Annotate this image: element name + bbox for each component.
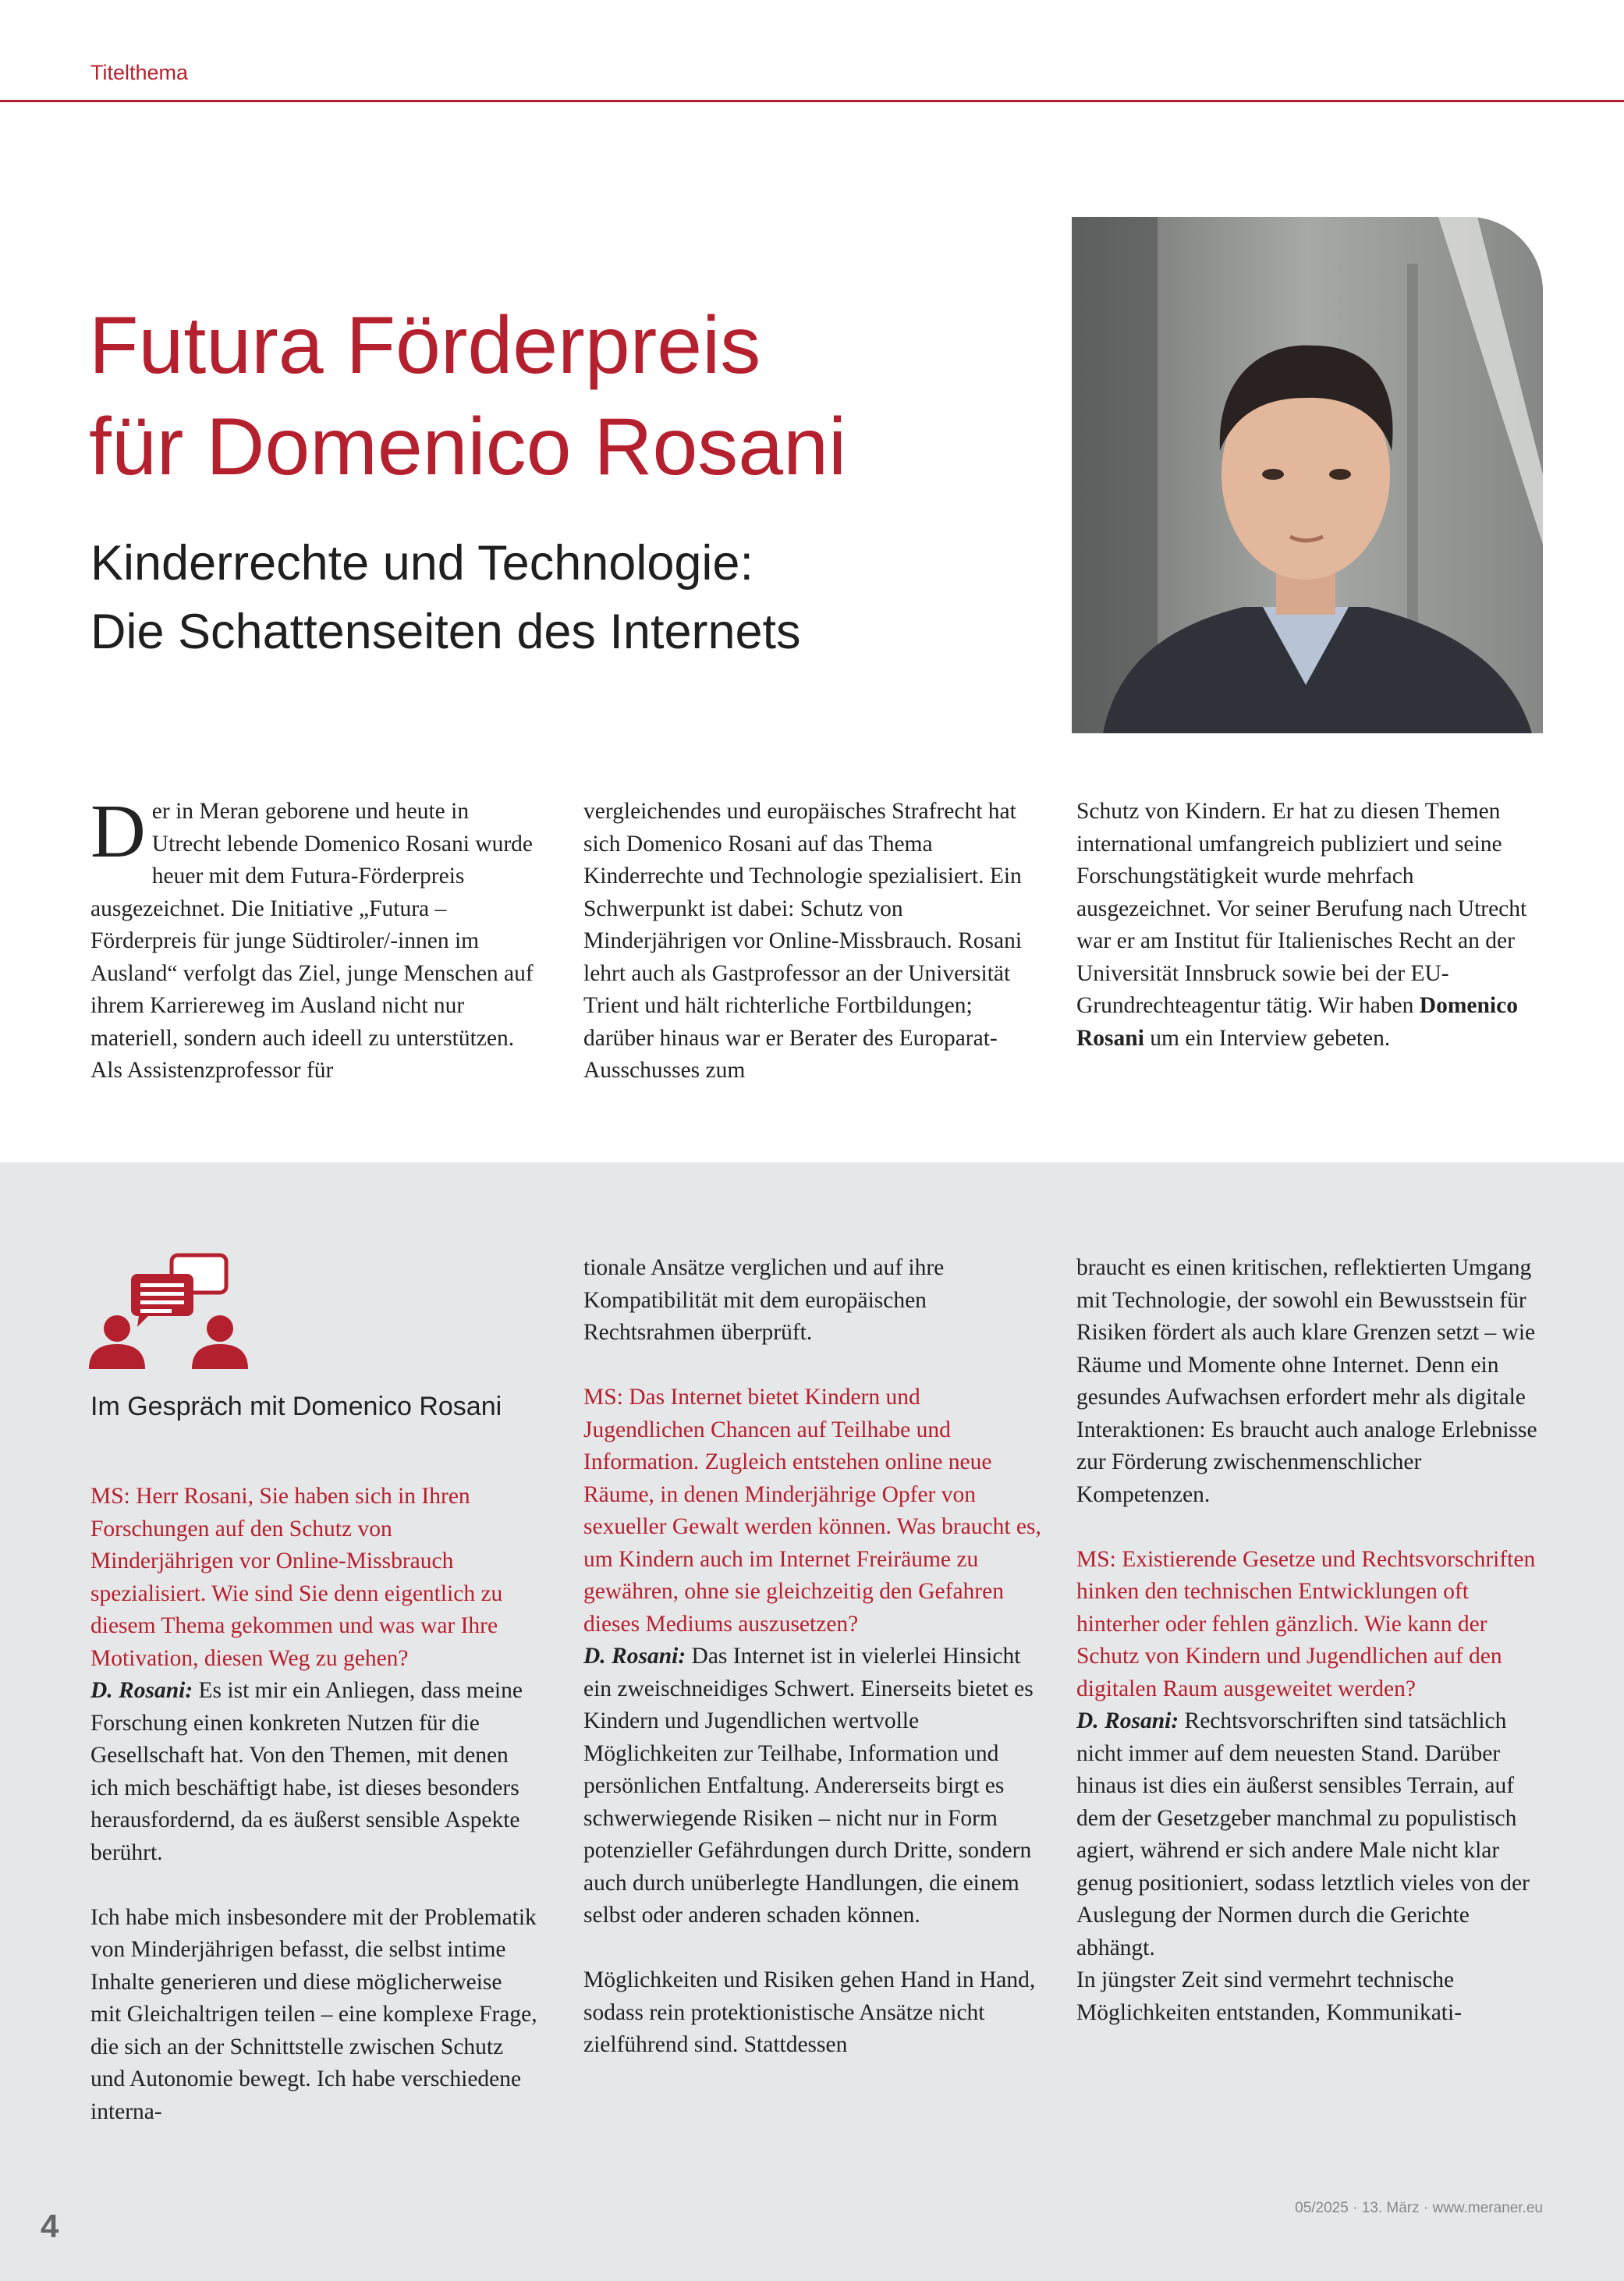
question-2: MS: Das Internet bietet Kindern und Jugendlichen Chancen auf Teilhabe und Information. Zugleich entstehen online neue Räume, in denen Minderjährige Opfer von sexueller Gewalt werden können. Was braucht es, um Kindern auch im Internet Freiräume zu gewähren, ohne sie gleichzeitig den Gefahren dieses Mediums auszusetzen?	[583, 1385, 1041, 1637]
answer-3-paragraph-2: In jüngster Zeit sind vermehrt technische Möglichkeiten entstanden, Kommunikati-	[1076, 1967, 1463, 2025]
answer-2-text: Das Internet ist in vielerlei Hinsicht ein zweischneidiges Schwert. Einerseits bietet es Kindern und Jugendlichen wertvolle Möglichkeiten zur Teilhabe, Information und persönlichen Entfaltung. Andererseits birgt es schwerwiegende Risiken – nicht nur in Form potenzieller Gefährdungen durch Dritte, sondern auch durch unüberlegte Handlungen, die einem selbst oder anderen schaden können.	[583, 1644, 1034, 1928]
answer-1	[90, 1675, 538, 1869]
subtitle-line-2: Die Schattenseiten des Internets	[90, 605, 801, 659]
intro-text-3a: Schutz von Kindern. Er hat zu diesen Themen international umfangreich publiziert und seine Forschungstätigkeit wurde mehrfach ausgezeichnet. Vor seiner Berufung nach Utrecht war er am Institut für Italienisches Recht an der Universität Innsbruck sowie bei der EU-Grundrechteagentur tätig. Wir haben	[1076, 799, 1527, 1018]
interview-column-1	[90, 1481, 538, 2128]
answer-2-paragraph-2: Möglichkeiten und Risiken gehen Hand in Hand, sodass rein protektionistische Ansätze nicht zielführend sind. Stattdessen	[583, 1967, 1036, 2057]
question-1: MS: Herr Rosani, Sie haben sich in Ihren Forschungen auf den Schutz von Minderjährigen vor Online-Missbrauch spezialisiert. Wie sind Sie denn eigentlich zu diesem Thema gekommen und was war Ihre Motivation, diesen Weg zu gehen?	[90, 1484, 503, 1671]
answer-2-paragraph-3: braucht es einen kritischen, reflektierten Umgang mit Technologie, der sowohl ein Bewusstsein für Risiken fördert als auch klare Grenzen setzt – wie Räume und Momente ohne Internet. Denn ein gesundes Aufwachsen erfordert mehr als digitale Interaktionen: Es braucht auch analoge Erlebnisse zur Förderung zwischenmenschlicher Kompetenzen.	[1076, 1255, 1537, 1507]
intro-column-1	[90, 789, 538, 1087]
answer-3-text: Rechtsvorschriften sind tatsächlich nicht immer auf dem neuesten Stand. Darüber hinaus ist dies ein äußerst sensibles Terrain, auf dem der Gesetzgeber manchmal zu populistisch agiert, während er sich andere Male nicht klar genug positioniert, sodass letztlich vieles von der Auslegung der Normen durch die Gerichte abhängt.	[1076, 1708, 1530, 1960]
interview-label: Im Gespräch mit Domenico Rosani	[90, 1392, 502, 1421]
intro-text-3b: um ein Interview gebeten.	[1144, 1025, 1391, 1051]
speaker-label: D. Rosani:	[1076, 1708, 1179, 1733]
intro-paragraph-1	[90, 789, 538, 1087]
intro-column-2	[583, 796, 1048, 1087]
conversation-icon	[87, 1252, 251, 1369]
answer-1-text: Es ist mir ein Anliegen, dass meine Forschung einen konkreten Nutzen für die Gesellschaft hat. Von den Themen, mit denen ich mich beschäftigt habe, ist dieses besonders herausfordernd, da es äußerst sensible Aspekte berührt.	[90, 1678, 523, 1865]
intro-paragraph-3	[1076, 796, 1544, 1055]
drop-cap: D	[90, 789, 146, 874]
answer-2	[583, 1641, 1044, 1932]
title-line-2: für Domenico Rosani	[89, 402, 847, 492]
title-line-1: Futura Förderpreis	[89, 300, 761, 391]
article-subtitle	[90, 529, 1058, 666]
question-3: MS: Existierende Gesetze und Rechtsvorschriften hinken den technischen Entwicklungen oft hinterher oder fehlen gänzlich. Wie kann der Schutz von Kindern und Jugendlichen auf den digitalen Raum ausgeweitet werden?	[1076, 1546, 1536, 1701]
answer-3	[1076, 1705, 1543, 1964]
footer-issue: 05/2025 · 13. März · www.meraner.eu	[1295, 2200, 1543, 2216]
answer-1-paragraph-3: tionale Ansätze verglichen und auf ihre Kompatibilität mit dem europäischen Rechtsrahmen überprüft.	[583, 1255, 945, 1345]
answer-1-paragraph-2: Ich habe mich insbesondere mit der Problematik von Minderjährigen befasst, die selbst intime Inhalte generieren und diese möglicherweise mit Gleichaltrigen teilen – eine komplexe Frage, die sich an der Schnittstelle zwischen Schutz und Autonomie bewegt. Ich habe verschiedene interna-	[90, 1904, 537, 2124]
header-rule	[0, 100, 1624, 102]
intro-column-3	[1076, 796, 1544, 1055]
interview-column-3	[1076, 1252, 1543, 2029]
speaker-label: D. Rosani:	[583, 1644, 686, 1669]
subtitle-line-1: Kinderrechte und Technologie:	[90, 536, 753, 591]
article-title	[89, 295, 1056, 498]
portrait-photo	[1072, 217, 1543, 733]
interview-column-2	[583, 1252, 1044, 2062]
section-tag: Titelthema	[90, 61, 189, 84]
speaker-label: D. Rosani:	[90, 1678, 193, 1703]
page-number: 4	[41, 2208, 59, 2244]
intro-text-1: er in Meran geborene und heute in Utrecht lebende Domenico Rosani wurde heuer mit dem Futura-Förderpreis ausgezeichnet. Die Initiative „Futura – Förderpreis für junge Südtiroler/-innen im Ausland“ verfolgt das Ziel, junge Menschen auf ihrem Karriereweg im Ausland nicht nur materiell, sondern auch ideell zu unterstützen. Als Assistenzprofessor für	[90, 799, 534, 1083]
intro-name-bold: Domenico Rosani	[1076, 993, 1518, 1051]
intro-text-2: vergleichendes und europäisches Strafrecht hat sich Domenico Rosani auf das Thema Kinderrechte und Technologie spezialisiert. Ein Schwerpunkt ist dabei: Schutz von Minderjährigen vor Online-Missbrauch. Rosani lehrt auch als Gastprofessor an der Universität Trient und hält richterliche Fortbildungen; darüber hinaus war er Berater des Europarat-Ausschusses zum	[583, 799, 1023, 1083]
